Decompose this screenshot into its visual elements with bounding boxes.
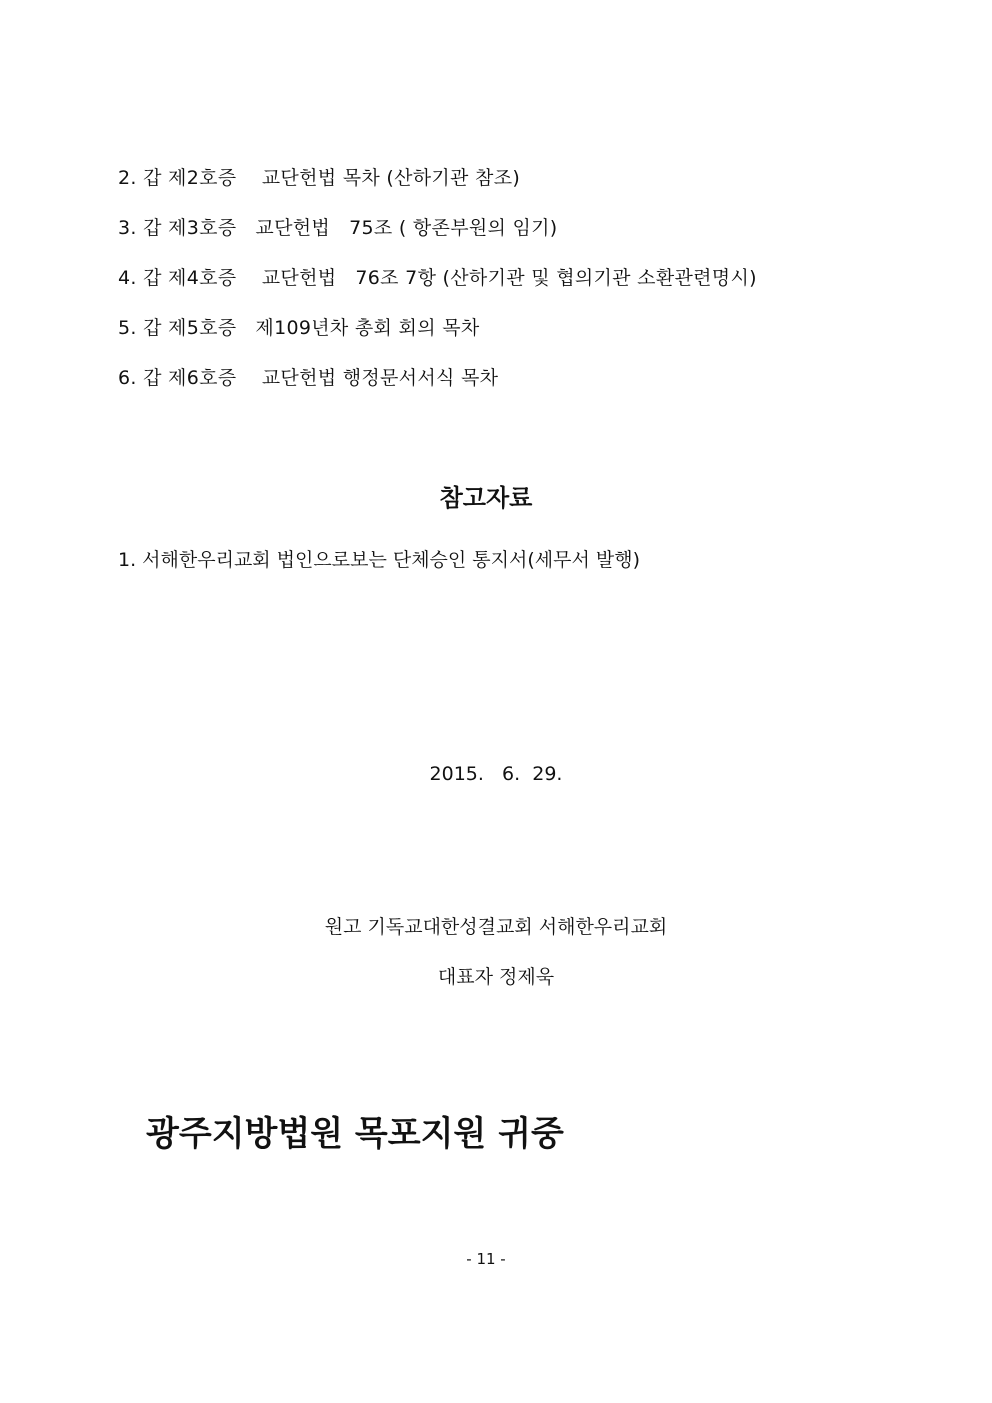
evidence-item-3: 3. 갑 제3호증 교단헌법 75조 ( 항존부원의 임기) <box>118 217 558 239</box>
court-addressee: 광주지방법원 목포지원 귀중 <box>146 1114 564 1154</box>
evidence-item-5: 5. 갑 제5호증 제109년차 총회 회의 목차 <box>118 317 480 339</box>
evidence-item-2: 2. 갑 제2호증 교단헌법 목차 (산하기관 참조) <box>118 167 521 189</box>
evidence-item-4: 4. 갑 제4호증 교단헌법 76조 7항 (산하기관 및 협의기관 소환관련명시) <box>118 267 757 289</box>
page-number: - 11 - <box>466 1250 506 1268</box>
plaintiff-name: 원고 기독교대한성결교회 서해한우리교회 <box>324 916 668 938</box>
evidence-item-6: 6. 갑 제6호증 교단헌법 행정문서서식 목차 <box>118 367 499 389</box>
representative-name: 대표자 정제욱 <box>437 966 555 988</box>
reference-item-1: 1. 서해한우리교회 법인으로보는 단체승인 통지서(세무서 발행) <box>118 549 641 571</box>
filing-date: 2015. 6. 29. <box>429 763 563 785</box>
reference-heading: 참고자료 <box>439 484 533 512</box>
